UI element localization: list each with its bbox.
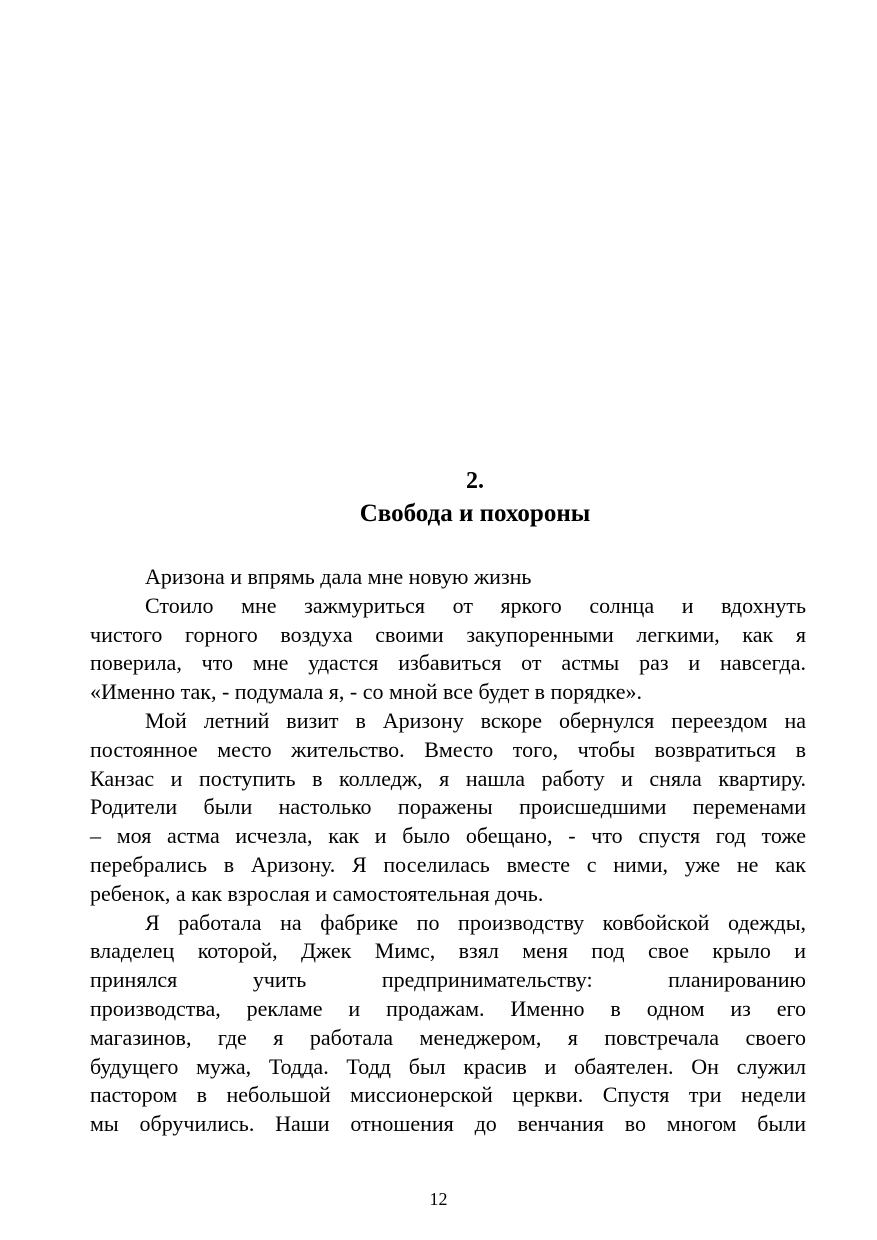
text-line: Аризона и впрямь дала мне новую жизнь: [145, 564, 532, 589]
text-line: принялся учить предпринимательству: планированию: [90, 967, 806, 993]
chapter-title: Свобода и похороны: [359, 500, 591, 527]
text-line: – моя астма исчезла, как и было обещано, - что спустя год тоже: [90, 823, 806, 849]
text-line: пастором в небольшой миссионерской церкви. Спустя три недели: [90, 1082, 806, 1108]
text-line: владелец которой, Джек Мимс, взял меня под свое крыло и: [90, 938, 806, 964]
page-number: 12: [429, 1189, 448, 1209]
text-line: магазинов, где я работала менеджером, я повстречала своего: [90, 1024, 806, 1050]
chapter-number: 2.: [466, 468, 484, 494]
text-line: Мой летний визит в Аризону вскоре обернулся переездом на: [145, 707, 806, 733]
text-line: Родители были настолько поражены происшедшими переменами: [90, 794, 806, 820]
text-line: ребенок, а как взрослая и самостоятельная дочь.: [90, 880, 544, 906]
text-line: перебрались в Аризону. Я поселилась вместе с ними, уже не как: [90, 851, 806, 877]
text-line: Канзас и поступить в колледж, я нашла работу и сняла квартиру.: [90, 765, 806, 791]
text-line: мы обручились. Наши отношения до венчания во многом были: [90, 1111, 806, 1137]
text-line: поверила, что мне удастся избавиться от астмы раз и навсегда.: [90, 650, 806, 676]
text-line: Я работала на фабрике по производству ковбойской одежды,: [145, 909, 806, 935]
text-line: будущего мужа, Тодда. Тодд был красив и обаятелен. Он служил: [90, 1053, 806, 1079]
text-line: чистого горного воздуха своими закупоренными легкими, как я: [90, 621, 806, 647]
text-line: Стоило мне зажмуриться от яркого солнца и вдохнуть: [145, 592, 806, 618]
text-line: постоянное место жительство. Вместо того, чтобы возвратиться в: [90, 736, 806, 762]
text-line: «Именно так, - подумала я, - со мной все будет в порядке».: [90, 679, 642, 705]
chapter-body-text: [90, 563, 806, 1139]
text-line: производства, рекламе и продажам. Именно в одном из его: [90, 995, 806, 1021]
